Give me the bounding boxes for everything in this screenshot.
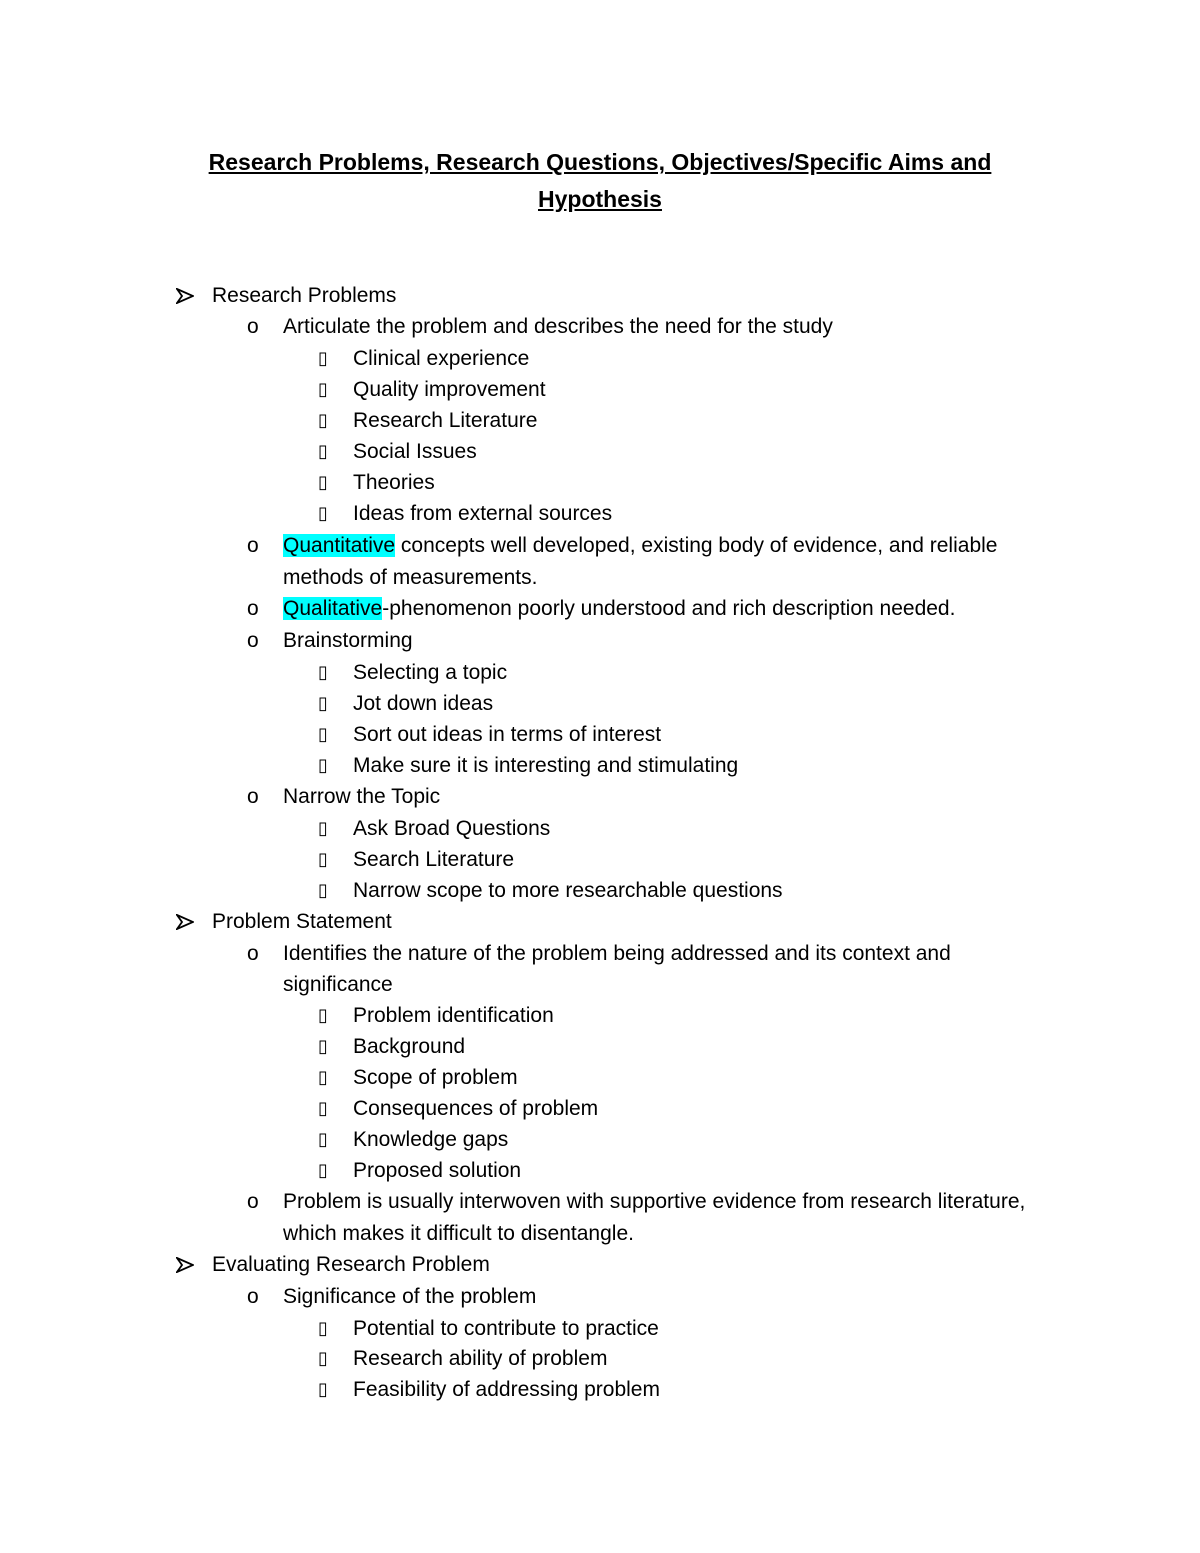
list-item-label: Selecting a topic xyxy=(353,661,508,684)
list-item-label: Problem identification xyxy=(353,1004,554,1027)
list-item-label: Articulate the problem and describes the need for the study xyxy=(283,315,833,338)
square-bullet-icon: ▯ xyxy=(318,503,328,524)
list-item-label: Problem Statement xyxy=(212,910,392,933)
square-bullet-icon: ▯ xyxy=(318,1129,328,1150)
list-item-label: Evaluating Research Problem xyxy=(212,1253,490,1276)
list-item-label: Narrow the Topic xyxy=(283,785,441,808)
square-bullet-icon: ▯ xyxy=(318,818,328,839)
title-line-1: Research Problems, Research Questions, Objectives/Specific Aims and xyxy=(208,149,992,175)
square-bullet-icon: ▯ xyxy=(318,379,328,400)
list-item-label: Narrow scope to more researchable questions xyxy=(353,879,783,902)
circle-bullet-icon: o xyxy=(247,1285,259,1308)
square-bullet-icon: ▯ xyxy=(318,662,328,683)
circle-bullet-icon: o xyxy=(247,534,259,557)
list-item-label: Quality improvement xyxy=(353,378,546,401)
list-item-label: Consequences of problem xyxy=(353,1097,599,1120)
list-item-label: Sort out ideas in terms of interest xyxy=(353,723,662,746)
list-item-continuation: methods of measurements. xyxy=(283,566,538,589)
square-bullet-icon: ▯ xyxy=(318,755,328,776)
arrow-bullet-icon xyxy=(176,1249,194,1273)
list-item-label: Scope of problem xyxy=(353,1066,518,1089)
square-bullet-icon: ▯ xyxy=(318,1348,328,1369)
square-bullet-icon: ▯ xyxy=(318,693,328,714)
list-item-label: Significance of the problem xyxy=(283,1285,537,1308)
circle-bullet-icon: o xyxy=(247,315,259,338)
circle-bullet-icon: o xyxy=(247,1190,259,1213)
square-bullet-icon: ▯ xyxy=(318,1098,328,1119)
list-item-label: Research Literature xyxy=(353,409,538,432)
highlighted-term: Qualitative xyxy=(283,597,383,620)
list-item-label: Knowledge gaps xyxy=(353,1128,509,1151)
list-item-label: Research ability of problem xyxy=(353,1347,608,1370)
list-item-label: Social Issues xyxy=(353,440,477,463)
page-title xyxy=(150,144,1050,218)
square-bullet-icon: ▯ xyxy=(318,1160,328,1181)
circle-bullet-icon: o xyxy=(247,942,259,965)
list-item-label: Ideas from external sources xyxy=(353,502,613,525)
circle-bullet-icon: o xyxy=(247,785,259,808)
square-bullet-icon: ▯ xyxy=(318,1067,328,1088)
square-bullet-icon: ▯ xyxy=(318,1318,328,1339)
title-line-2: Hypothesis xyxy=(538,186,662,212)
highlighted-term: Quantitative xyxy=(283,534,396,557)
list-item-label: Theories xyxy=(353,471,435,494)
square-bullet-icon: ▯ xyxy=(318,724,328,745)
list-item-label: Ask Broad Questions xyxy=(353,817,551,840)
circle-bullet-icon: o xyxy=(247,629,259,652)
square-bullet-icon: ▯ xyxy=(318,849,328,870)
square-bullet-icon: ▯ xyxy=(318,880,328,901)
square-bullet-icon: ▯ xyxy=(318,348,328,369)
list-item-label: Feasibility of addressing problem xyxy=(353,1378,660,1401)
square-bullet-icon: ▯ xyxy=(318,472,328,493)
list-item-label: concepts well developed, existing body of evidence, and reliable xyxy=(395,534,998,557)
square-bullet-icon: ▯ xyxy=(318,1036,328,1057)
arrow-bullet-icon xyxy=(176,906,194,930)
list-item-label: Background xyxy=(353,1035,466,1058)
list-item-label: Identifies the nature of the problem being addressed and its context and xyxy=(283,942,951,965)
list-item-label: Brainstorming xyxy=(283,629,413,652)
arrow-bullet-icon xyxy=(176,280,194,304)
list-item-label: Jot down ideas xyxy=(353,692,494,715)
square-bullet-icon: ▯ xyxy=(318,410,328,431)
list-item-label: Clinical experience xyxy=(353,347,530,370)
square-bullet-icon: ▯ xyxy=(318,1005,328,1026)
list-item-label: Research Problems xyxy=(212,284,397,307)
list-item-label: Proposed solution xyxy=(353,1159,522,1182)
circle-bullet-icon: o xyxy=(247,597,259,620)
list-item-label: Search Literature xyxy=(353,848,515,871)
square-bullet-icon: ▯ xyxy=(318,441,328,462)
list-item-label: Potential to contribute to practice xyxy=(353,1317,659,1340)
list-item-label: Problem is usually interwoven with supportive evidence from research literature, xyxy=(283,1190,1026,1213)
list-item-continuation: significance xyxy=(283,973,393,996)
list-item-label: -phenomenon poorly understood and rich description needed. xyxy=(382,597,956,620)
square-bullet-icon: ▯ xyxy=(318,1379,328,1400)
list-item-label: Make sure it is interesting and stimulating xyxy=(353,754,739,777)
list-item-continuation: which makes it difficult to disentangle. xyxy=(283,1222,634,1245)
